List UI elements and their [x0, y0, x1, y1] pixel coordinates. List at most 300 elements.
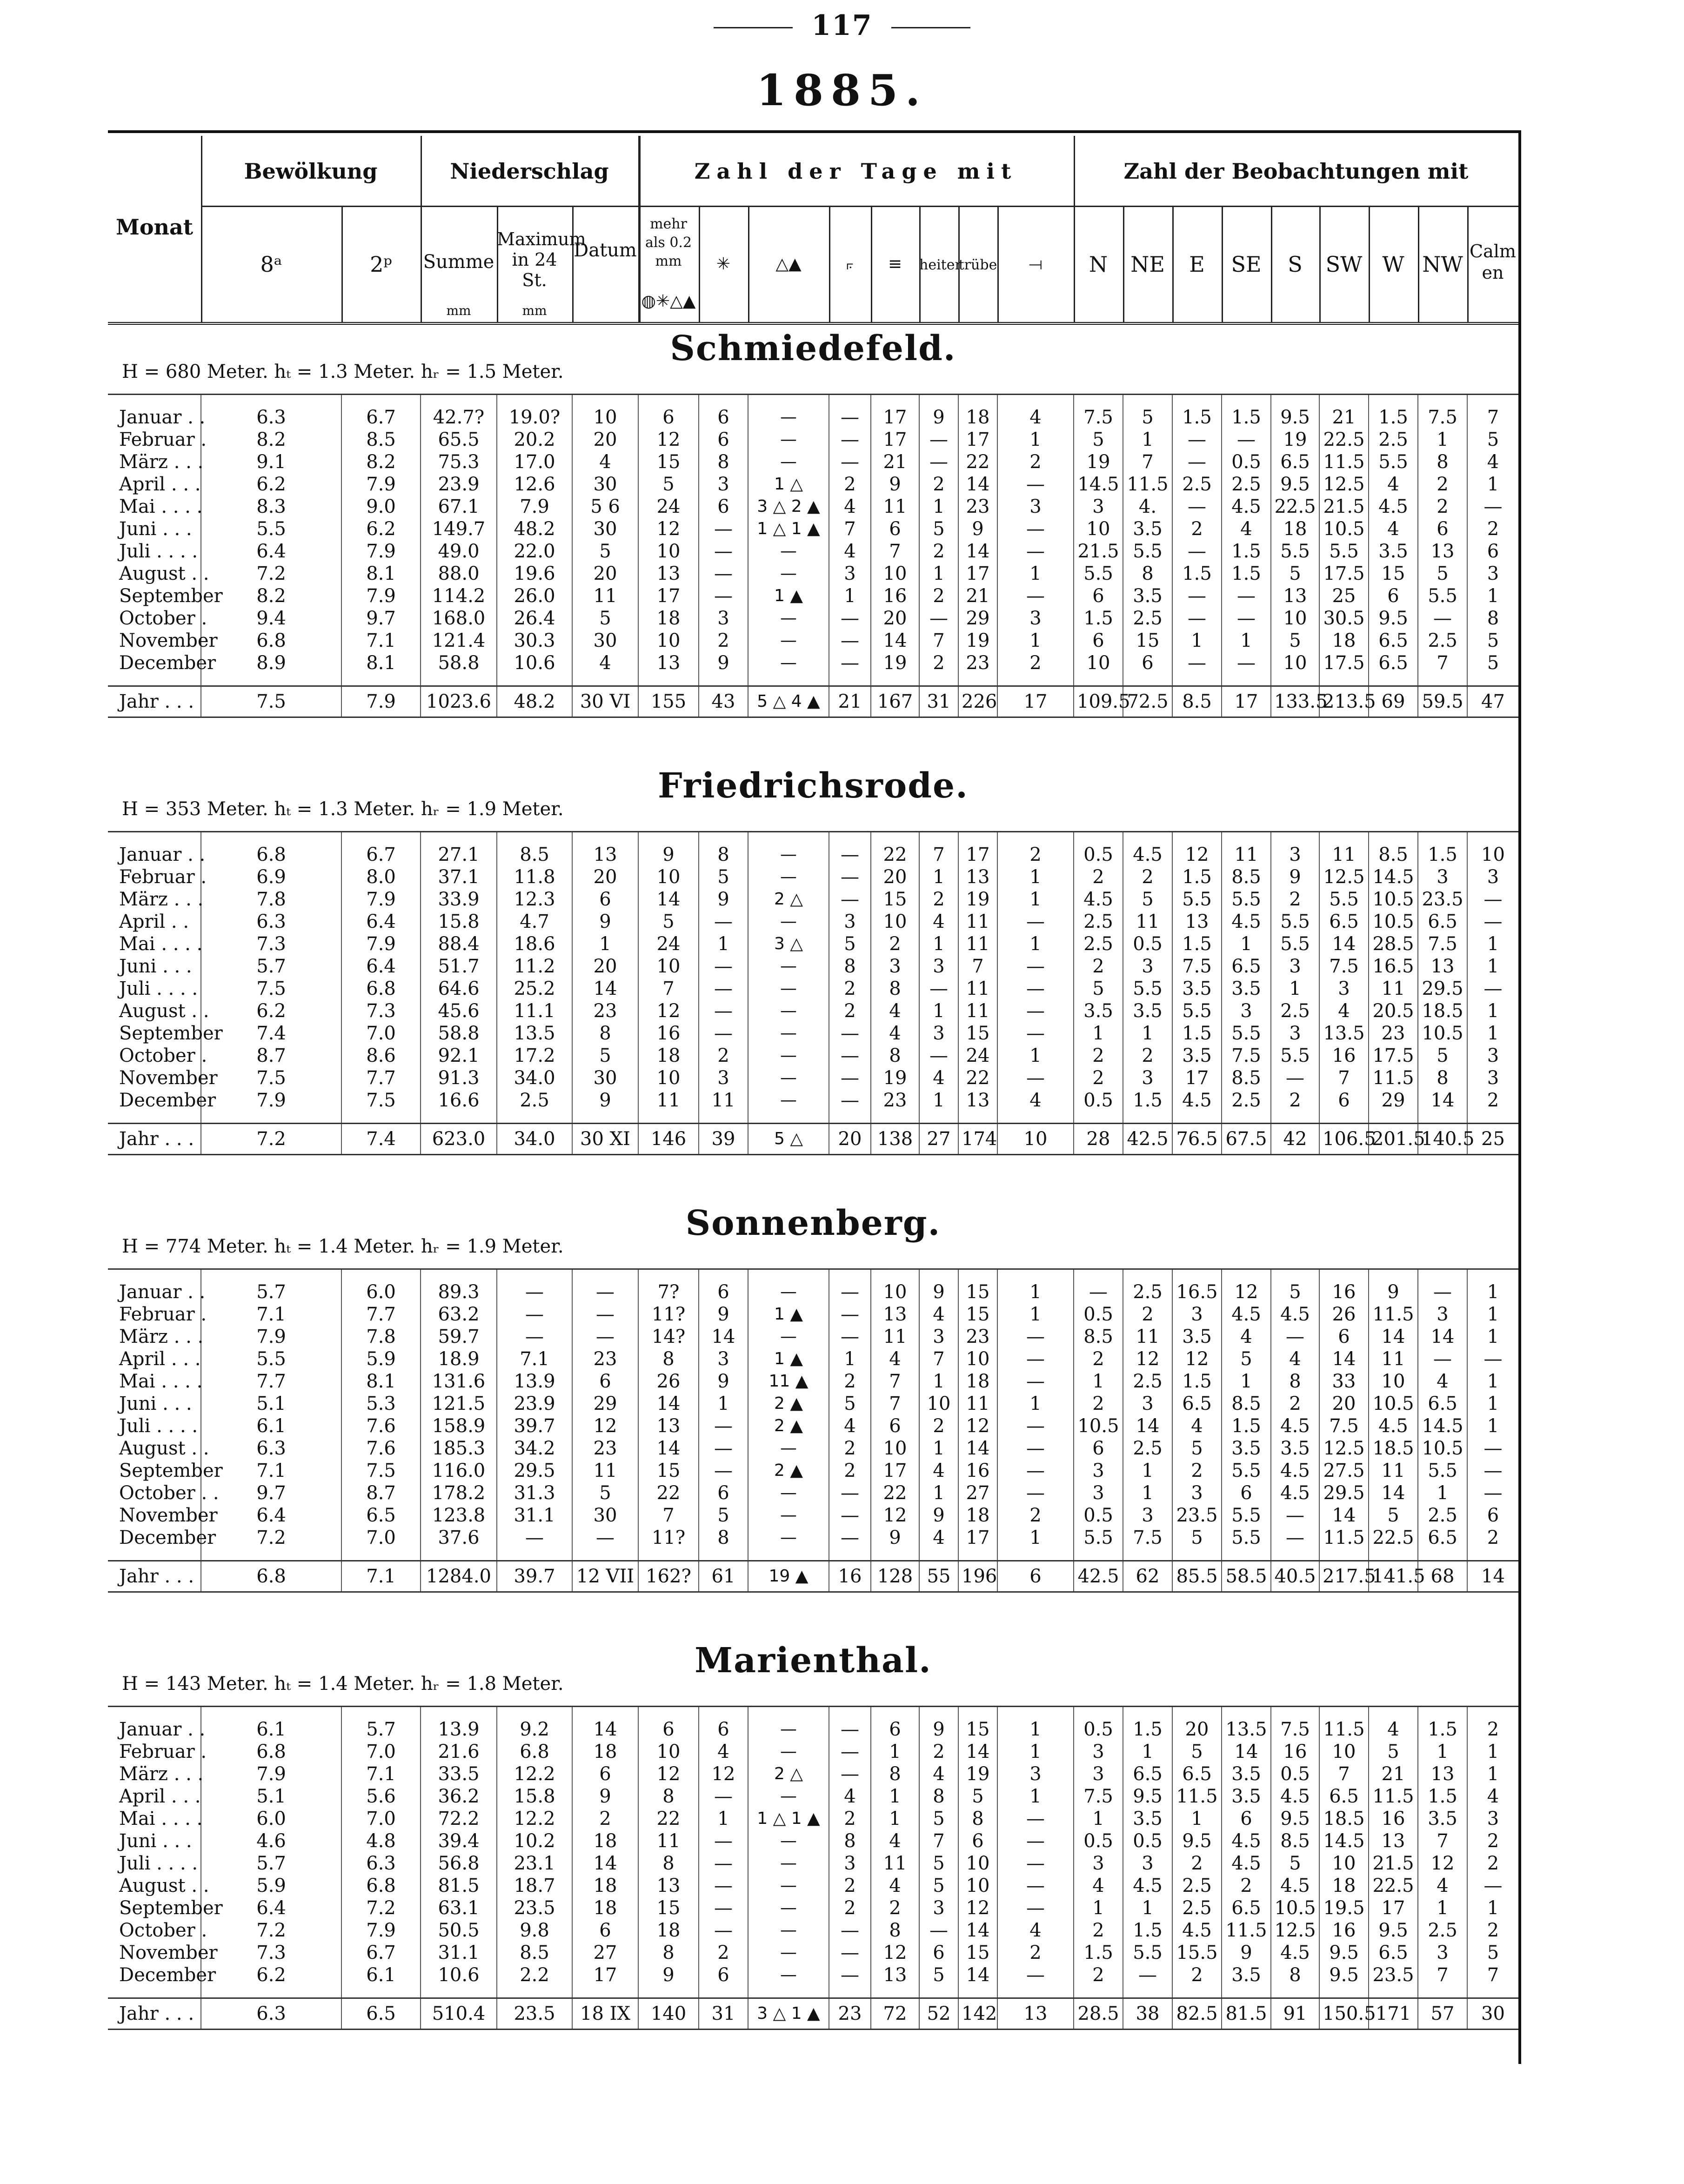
- table-row-total: [108, 1124, 1518, 1155]
- value-cell: 7: [829, 518, 871, 540]
- value-cell: 22: [958, 451, 997, 473]
- month-cell: Mai . . . .: [119, 933, 203, 955]
- month-cell: Juni . . .: [119, 1830, 192, 1852]
- value-cell: 2: [1418, 473, 1467, 496]
- value-cell: 9.5: [1369, 607, 1418, 630]
- col-monat: Monat: [115, 214, 194, 240]
- value-cell: 7.9: [201, 1763, 341, 1785]
- value-cell: 15: [958, 1942, 997, 1964]
- value-cell: 8: [871, 978, 919, 1000]
- value-cell: 10: [1271, 607, 1319, 630]
- table-row: [108, 1785, 1518, 1808]
- value-cell: 1: [919, 933, 958, 955]
- value-cell: 10: [638, 866, 699, 888]
- value-cell: 1: [997, 1303, 1074, 1326]
- value-cell: —: [1467, 888, 1518, 911]
- value-cell: 0.5: [1074, 1718, 1123, 1741]
- value-cell: 1: [871, 1741, 919, 1763]
- value-cell: 3: [1222, 1000, 1271, 1022]
- value-cell: 12: [958, 1415, 997, 1437]
- value-cell: 8.0: [341, 866, 421, 888]
- value-cell: 14: [1418, 1326, 1467, 1348]
- value-cell: 1: [997, 1741, 1074, 1763]
- value-cell: 2: [572, 1808, 638, 1830]
- value-cell: 50.5: [421, 1919, 497, 1942]
- value-cell: 6.5: [1123, 1763, 1172, 1785]
- value-cell: 2: [1467, 1527, 1518, 1549]
- value-cell: —: [997, 1022, 1074, 1045]
- value-cell: —: [699, 1000, 748, 1022]
- value-cell: 65.5: [421, 429, 497, 451]
- value-cell: 7.5: [1418, 933, 1467, 955]
- month-cell: Juli . . . .: [119, 1415, 198, 1437]
- value-cell: 8.2: [341, 451, 421, 473]
- value-cell: 20.2: [497, 429, 572, 451]
- value-cell: 7: [1319, 1067, 1369, 1089]
- value-cell: 81.5: [421, 1875, 497, 1897]
- value-cell: 3: [1074, 1852, 1123, 1875]
- value-cell: —: [997, 540, 1074, 563]
- value-cell: 7.2: [201, 563, 341, 585]
- value-cell: 3: [997, 1763, 1074, 1785]
- value-cell: 5: [1271, 563, 1319, 585]
- value-cell: 18: [958, 406, 997, 429]
- value-cell: 18: [638, 1045, 699, 1067]
- value-cell: 23: [871, 1089, 919, 1112]
- value-cell: 9: [699, 652, 748, 674]
- value-cell: 2: [871, 1897, 919, 1919]
- value-cell: 5.5: [1074, 1527, 1123, 1549]
- value-cell: —: [748, 1527, 829, 1549]
- value-cell: 2.5: [1074, 911, 1123, 933]
- month-cell: April . . .: [119, 1786, 201, 1807]
- month-cell: November: [119, 1505, 218, 1526]
- value-cell: 13: [871, 1964, 919, 1986]
- value-cell: 1.5: [1074, 607, 1123, 630]
- value-cell: —: [1467, 1875, 1518, 1897]
- value-cell: 29.5: [497, 1460, 572, 1482]
- value-cell: 9: [958, 518, 997, 540]
- value-cell: 7.5: [201, 1067, 341, 1089]
- value-cell: 1: [997, 563, 1074, 585]
- value-cell: 5.6: [341, 1785, 421, 1808]
- value-cell: 1: [1467, 955, 1518, 978]
- value-cell: 17: [958, 844, 997, 866]
- value-cell: 4.5: [1222, 1852, 1271, 1875]
- value-cell: —: [748, 1897, 829, 1919]
- value-cell: 9.2: [497, 1718, 572, 1741]
- value-cell: 7.7: [341, 1303, 421, 1326]
- value-cell: 6.5: [1222, 1897, 1271, 1919]
- value-cell: 9: [871, 1527, 919, 1549]
- thunder-icon: ⟔: [846, 255, 854, 274]
- value-cell: 13: [1418, 540, 1467, 563]
- value-cell: 2: [1271, 1393, 1319, 1415]
- month-cell: Februar .: [119, 429, 207, 450]
- value-cell: 21.6: [421, 1741, 497, 1763]
- value-cell: 7.5: [341, 1460, 421, 1482]
- station-name: Sonnenberg.: [685, 1203, 941, 1243]
- value-cell: 1 ▲: [748, 1303, 829, 1326]
- value-cell: 11.5: [1369, 1785, 1418, 1808]
- value-cell: 11.5: [1369, 1303, 1418, 1326]
- value-cell: 10.5: [1418, 1437, 1467, 1460]
- value-cell: —: [919, 607, 958, 630]
- value-cell: 5.5: [1369, 451, 1418, 473]
- value-cell: —: [1222, 652, 1271, 674]
- value-cell: —: [1222, 607, 1271, 630]
- value-cell: 3: [1418, 866, 1467, 888]
- value-cell: 6: [572, 1763, 638, 1785]
- value-cell: 6: [699, 1281, 748, 1303]
- value-cell: 8.1: [341, 1370, 421, 1393]
- value-cell: 2: [919, 540, 958, 563]
- value-cell: 2: [997, 844, 1074, 866]
- month-cell: März . . .: [119, 451, 204, 473]
- value-cell: —: [748, 1000, 829, 1022]
- value-cell: 14: [638, 1393, 699, 1415]
- value-cell: 10.5: [1319, 518, 1369, 540]
- value-cell: 3: [1123, 955, 1172, 978]
- value-cell: 1: [829, 585, 871, 607]
- table-row: [108, 1000, 1518, 1022]
- month-cell: Jahr . . .: [108, 1561, 201, 1592]
- value-cell: 8: [1123, 563, 1172, 585]
- table-row: [108, 1942, 1518, 1964]
- value-cell: 7.5: [201, 978, 341, 1000]
- value-cell: 2: [919, 473, 958, 496]
- value-cell: 1: [997, 1281, 1074, 1303]
- value-cell: 30: [572, 518, 638, 540]
- value-cell: 10.5: [1369, 1393, 1418, 1415]
- value-cell: 9.1: [201, 451, 341, 473]
- value-cell: 17: [871, 1460, 919, 1482]
- value-cell: 5: [958, 1785, 997, 1808]
- table-row: [108, 866, 1518, 888]
- value-cell: 58.5: [1222, 1561, 1271, 1592]
- value-cell: 1: [572, 933, 638, 955]
- value-cell: 5: [1271, 1852, 1319, 1875]
- value-cell: 6: [638, 1718, 699, 1741]
- value-cell: 4: [871, 1000, 919, 1022]
- col-se: SE: [1231, 252, 1262, 277]
- value-cell: 21: [1319, 406, 1369, 429]
- value-cell: 5: [919, 1808, 958, 1830]
- value-cell: 6: [1467, 540, 1518, 563]
- value-cell: 20: [572, 866, 638, 888]
- value-cell: 7.5: [1074, 406, 1123, 429]
- value-cell: 5: [1172, 1527, 1222, 1549]
- month-cell: October .: [119, 1045, 207, 1066]
- value-cell: 7.6: [341, 1437, 421, 1460]
- value-cell: 4.5: [1172, 1919, 1222, 1942]
- value-cell: 11: [1319, 844, 1369, 866]
- value-cell: 1: [919, 1482, 958, 1504]
- value-cell: 14: [1222, 1741, 1271, 1763]
- value-cell: 20: [572, 955, 638, 978]
- table-row: [108, 1415, 1518, 1437]
- value-cell: —: [829, 1482, 871, 1504]
- value-cell: —: [997, 1415, 1074, 1437]
- value-cell: 5.5: [1123, 540, 1172, 563]
- value-cell: 1: [1074, 1370, 1123, 1393]
- value-cell: 1: [1467, 1897, 1518, 1919]
- value-cell: 22.5: [1369, 1875, 1418, 1897]
- value-cell: 8.5: [497, 844, 572, 866]
- value-cell: 1.5: [1172, 933, 1222, 955]
- value-cell: 13.5: [1222, 1718, 1271, 1741]
- value-cell: 13: [638, 1415, 699, 1437]
- value-cell: 5.5: [201, 1348, 341, 1370]
- value-cell: 6: [1369, 585, 1418, 607]
- value-cell: 11: [1369, 1460, 1418, 1482]
- value-cell: 10.6: [421, 1964, 497, 1986]
- station-height-info: H = 774 Meter. hₜ = 1.4 Meter. hᵣ = 1.9 Meter.: [122, 1236, 564, 1257]
- value-cell: —: [748, 1022, 829, 1045]
- value-cell: 11: [958, 911, 997, 933]
- value-cell: 5.7: [201, 1852, 341, 1875]
- value-cell: 16: [1319, 1045, 1369, 1067]
- value-cell: 146: [638, 1124, 699, 1155]
- value-cell: 7.9: [341, 1919, 421, 1942]
- value-cell: 4.5: [1172, 1089, 1222, 1112]
- value-cell: 2: [1467, 1718, 1518, 1741]
- value-cell: 6: [572, 1919, 638, 1942]
- value-cell: 17.0: [497, 451, 572, 473]
- value-cell: 15.5: [1172, 1942, 1222, 1964]
- value-cell: 1: [1074, 1897, 1123, 1919]
- value-cell: 6.8: [341, 978, 421, 1000]
- value-cell: 36.2: [421, 1785, 497, 1808]
- value-cell: 2.5: [1074, 933, 1123, 955]
- value-cell: 6.3: [201, 406, 341, 429]
- value-cell: —: [699, 1897, 748, 1919]
- value-cell: 6.5: [1418, 911, 1467, 933]
- value-cell: —: [748, 1089, 829, 1112]
- value-cell: 1.5: [1222, 540, 1271, 563]
- value-cell: 20: [1319, 1393, 1369, 1415]
- value-cell: —: [829, 1089, 871, 1112]
- value-cell: —: [829, 429, 871, 451]
- value-cell: 11.1: [497, 1000, 572, 1022]
- value-cell: 1.5: [1123, 1089, 1172, 1112]
- value-cell: 3: [1467, 866, 1518, 888]
- value-cell: 2: [919, 888, 958, 911]
- month-cell: October . .: [119, 1482, 219, 1504]
- value-cell: 8: [1418, 1067, 1467, 1089]
- value-cell: 12.5: [1319, 866, 1369, 888]
- value-cell: 12: [1172, 844, 1222, 866]
- value-cell: 11: [1123, 911, 1172, 933]
- value-cell: 12 VII: [572, 1561, 638, 1592]
- value-cell: 6.4: [341, 955, 421, 978]
- value-cell: 1 △ 1 ▲: [748, 1808, 829, 1830]
- value-cell: 10: [919, 1393, 958, 1415]
- value-cell: 3: [1123, 1852, 1172, 1875]
- value-cell: 23.5: [1418, 888, 1467, 911]
- value-cell: 1: [919, 1000, 958, 1022]
- value-cell: 142: [958, 1998, 997, 2030]
- value-cell: —: [829, 1022, 871, 1045]
- value-cell: 1: [1123, 1897, 1172, 1919]
- value-cell: 7: [919, 1830, 958, 1852]
- value-cell: 33: [1319, 1370, 1369, 1393]
- value-cell: 4: [997, 406, 1074, 429]
- value-cell: —: [1271, 1067, 1319, 1089]
- value-cell: 21.5: [1074, 540, 1123, 563]
- value-cell: 13: [638, 1875, 699, 1897]
- value-cell: 23.1: [497, 1852, 572, 1875]
- value-cell: 8: [829, 955, 871, 978]
- hail-icon: △▲: [775, 255, 802, 274]
- value-cell: 6.2: [201, 1964, 341, 1986]
- value-cell: 4: [871, 1830, 919, 1852]
- value-cell: 3: [919, 1326, 958, 1348]
- table-row: [108, 518, 1518, 540]
- value-cell: 51.7: [421, 955, 497, 978]
- value-cell: 10: [638, 955, 699, 978]
- table-row: [108, 1303, 1518, 1326]
- value-cell: 11.5: [1369, 1067, 1418, 1089]
- value-cell: —: [497, 1326, 572, 1348]
- value-cell: 1: [1467, 1415, 1518, 1437]
- month-cell: Jahr . . .: [108, 1998, 201, 2030]
- value-cell: 5: [1123, 888, 1172, 911]
- table-row: [108, 955, 1518, 978]
- value-cell: 6.8: [201, 630, 341, 652]
- value-cell: —: [997, 955, 1074, 978]
- value-cell: —: [699, 585, 748, 607]
- value-cell: 11.5: [1222, 1919, 1271, 1942]
- value-cell: 4.5: [1271, 1942, 1319, 1964]
- table-row: [108, 607, 1518, 630]
- table-row: [108, 1348, 1518, 1370]
- value-cell: —: [1467, 978, 1518, 1000]
- table-header: [108, 136, 1518, 325]
- value-cell: 5.5: [1222, 1504, 1271, 1527]
- value-cell: 31: [699, 1998, 748, 2030]
- value-cell: 16: [1319, 1919, 1369, 1942]
- value-cell: 42: [1271, 1124, 1319, 1155]
- value-cell: 1: [1467, 1741, 1518, 1763]
- value-cell: 14: [1418, 1089, 1467, 1112]
- value-cell: 1.5: [1222, 563, 1271, 585]
- value-cell: 76.5: [1172, 1124, 1222, 1155]
- value-cell: 5: [638, 911, 699, 933]
- value-cell: —: [699, 1785, 748, 1808]
- value-cell: 1: [1222, 630, 1271, 652]
- value-cell: 5 6: [572, 496, 638, 518]
- month-cell: Januar . .: [119, 1719, 206, 1740]
- month-cell: October .: [119, 1920, 207, 1941]
- value-cell: 16.5: [1369, 955, 1418, 978]
- value-cell: 10.5: [1271, 1897, 1319, 1919]
- value-cell: 18.7: [497, 1875, 572, 1897]
- value-cell: 106.5: [1319, 1124, 1369, 1155]
- value-cell: 8: [572, 1022, 638, 1045]
- value-cell: 14: [871, 630, 919, 652]
- value-cell: 7: [919, 1348, 958, 1370]
- value-cell: 15: [958, 1022, 997, 1045]
- value-cell: —: [1222, 429, 1271, 451]
- value-cell: 6: [997, 1561, 1074, 1592]
- value-cell: 72: [871, 1998, 919, 2030]
- value-cell: 10: [1467, 844, 1518, 866]
- value-cell: 5.5: [1123, 1942, 1172, 1964]
- value-cell: 26: [638, 1370, 699, 1393]
- table-row: [108, 473, 1518, 496]
- value-cell: 4: [829, 540, 871, 563]
- col-2p: 2ᵖ: [370, 252, 392, 277]
- value-cell: 30: [572, 630, 638, 652]
- value-cell: 23.5: [497, 1897, 572, 1919]
- value-cell: 2: [871, 933, 919, 955]
- value-cell: 2: [1074, 1045, 1123, 1067]
- value-cell: 62: [1123, 1561, 1172, 1592]
- value-cell: —: [1074, 1281, 1123, 1303]
- value-cell: 10: [871, 563, 919, 585]
- value-cell: 8: [871, 1919, 919, 1942]
- value-cell: 2: [699, 1045, 748, 1067]
- value-cell: 9.5: [1271, 406, 1319, 429]
- value-cell: 1: [919, 563, 958, 585]
- value-cell: 116.0: [421, 1460, 497, 1482]
- value-cell: 14: [958, 540, 997, 563]
- value-cell: 18: [572, 1875, 638, 1897]
- value-cell: 2 ▲: [748, 1393, 829, 1415]
- value-cell: —: [748, 1067, 829, 1089]
- value-cell: 121.5: [421, 1393, 497, 1415]
- value-cell: 19: [871, 652, 919, 674]
- value-cell: —: [699, 1022, 748, 1045]
- value-cell: 1284.0: [421, 1561, 497, 1592]
- value-cell: 5: [829, 1393, 871, 1415]
- fog-icon: ≡: [888, 255, 902, 274]
- value-cell: 3: [699, 1348, 748, 1370]
- value-cell: 45.6: [421, 1000, 497, 1022]
- value-cell: 5.5: [1271, 911, 1319, 933]
- value-cell: 18: [638, 1919, 699, 1942]
- value-cell: 2: [1271, 888, 1319, 911]
- value-cell: 17.2: [497, 1045, 572, 1067]
- value-cell: —: [1172, 496, 1222, 518]
- month-cell: December: [119, 1527, 216, 1548]
- value-cell: —: [1271, 1504, 1319, 1527]
- value-cell: 17: [572, 1964, 638, 1986]
- col-heiter: heiter: [919, 257, 962, 273]
- value-cell: 20: [1172, 1718, 1222, 1741]
- value-cell: 7: [1123, 451, 1172, 473]
- value-cell: 4: [829, 1415, 871, 1437]
- month-cell: October .: [119, 608, 207, 629]
- value-cell: 4: [1369, 473, 1418, 496]
- value-cell: 1: [829, 1348, 871, 1370]
- value-cell: 14: [1369, 1482, 1418, 1504]
- value-cell: 4.5: [1271, 1415, 1319, 1437]
- value-cell: 1: [1418, 1897, 1467, 1919]
- value-cell: 12: [699, 1763, 748, 1785]
- month-cell: Januar . .: [119, 407, 206, 428]
- value-cell: —: [748, 1437, 829, 1460]
- value-cell: 18: [958, 1370, 997, 1393]
- value-cell: 3.5: [1222, 1785, 1271, 1808]
- value-cell: 9.7: [341, 607, 421, 630]
- value-cell: 11: [871, 496, 919, 518]
- value-cell: 11.5: [1172, 1785, 1222, 1808]
- value-cell: 30 XI: [572, 1124, 638, 1155]
- value-cell: 1: [997, 1527, 1074, 1549]
- value-cell: 19: [958, 1763, 997, 1785]
